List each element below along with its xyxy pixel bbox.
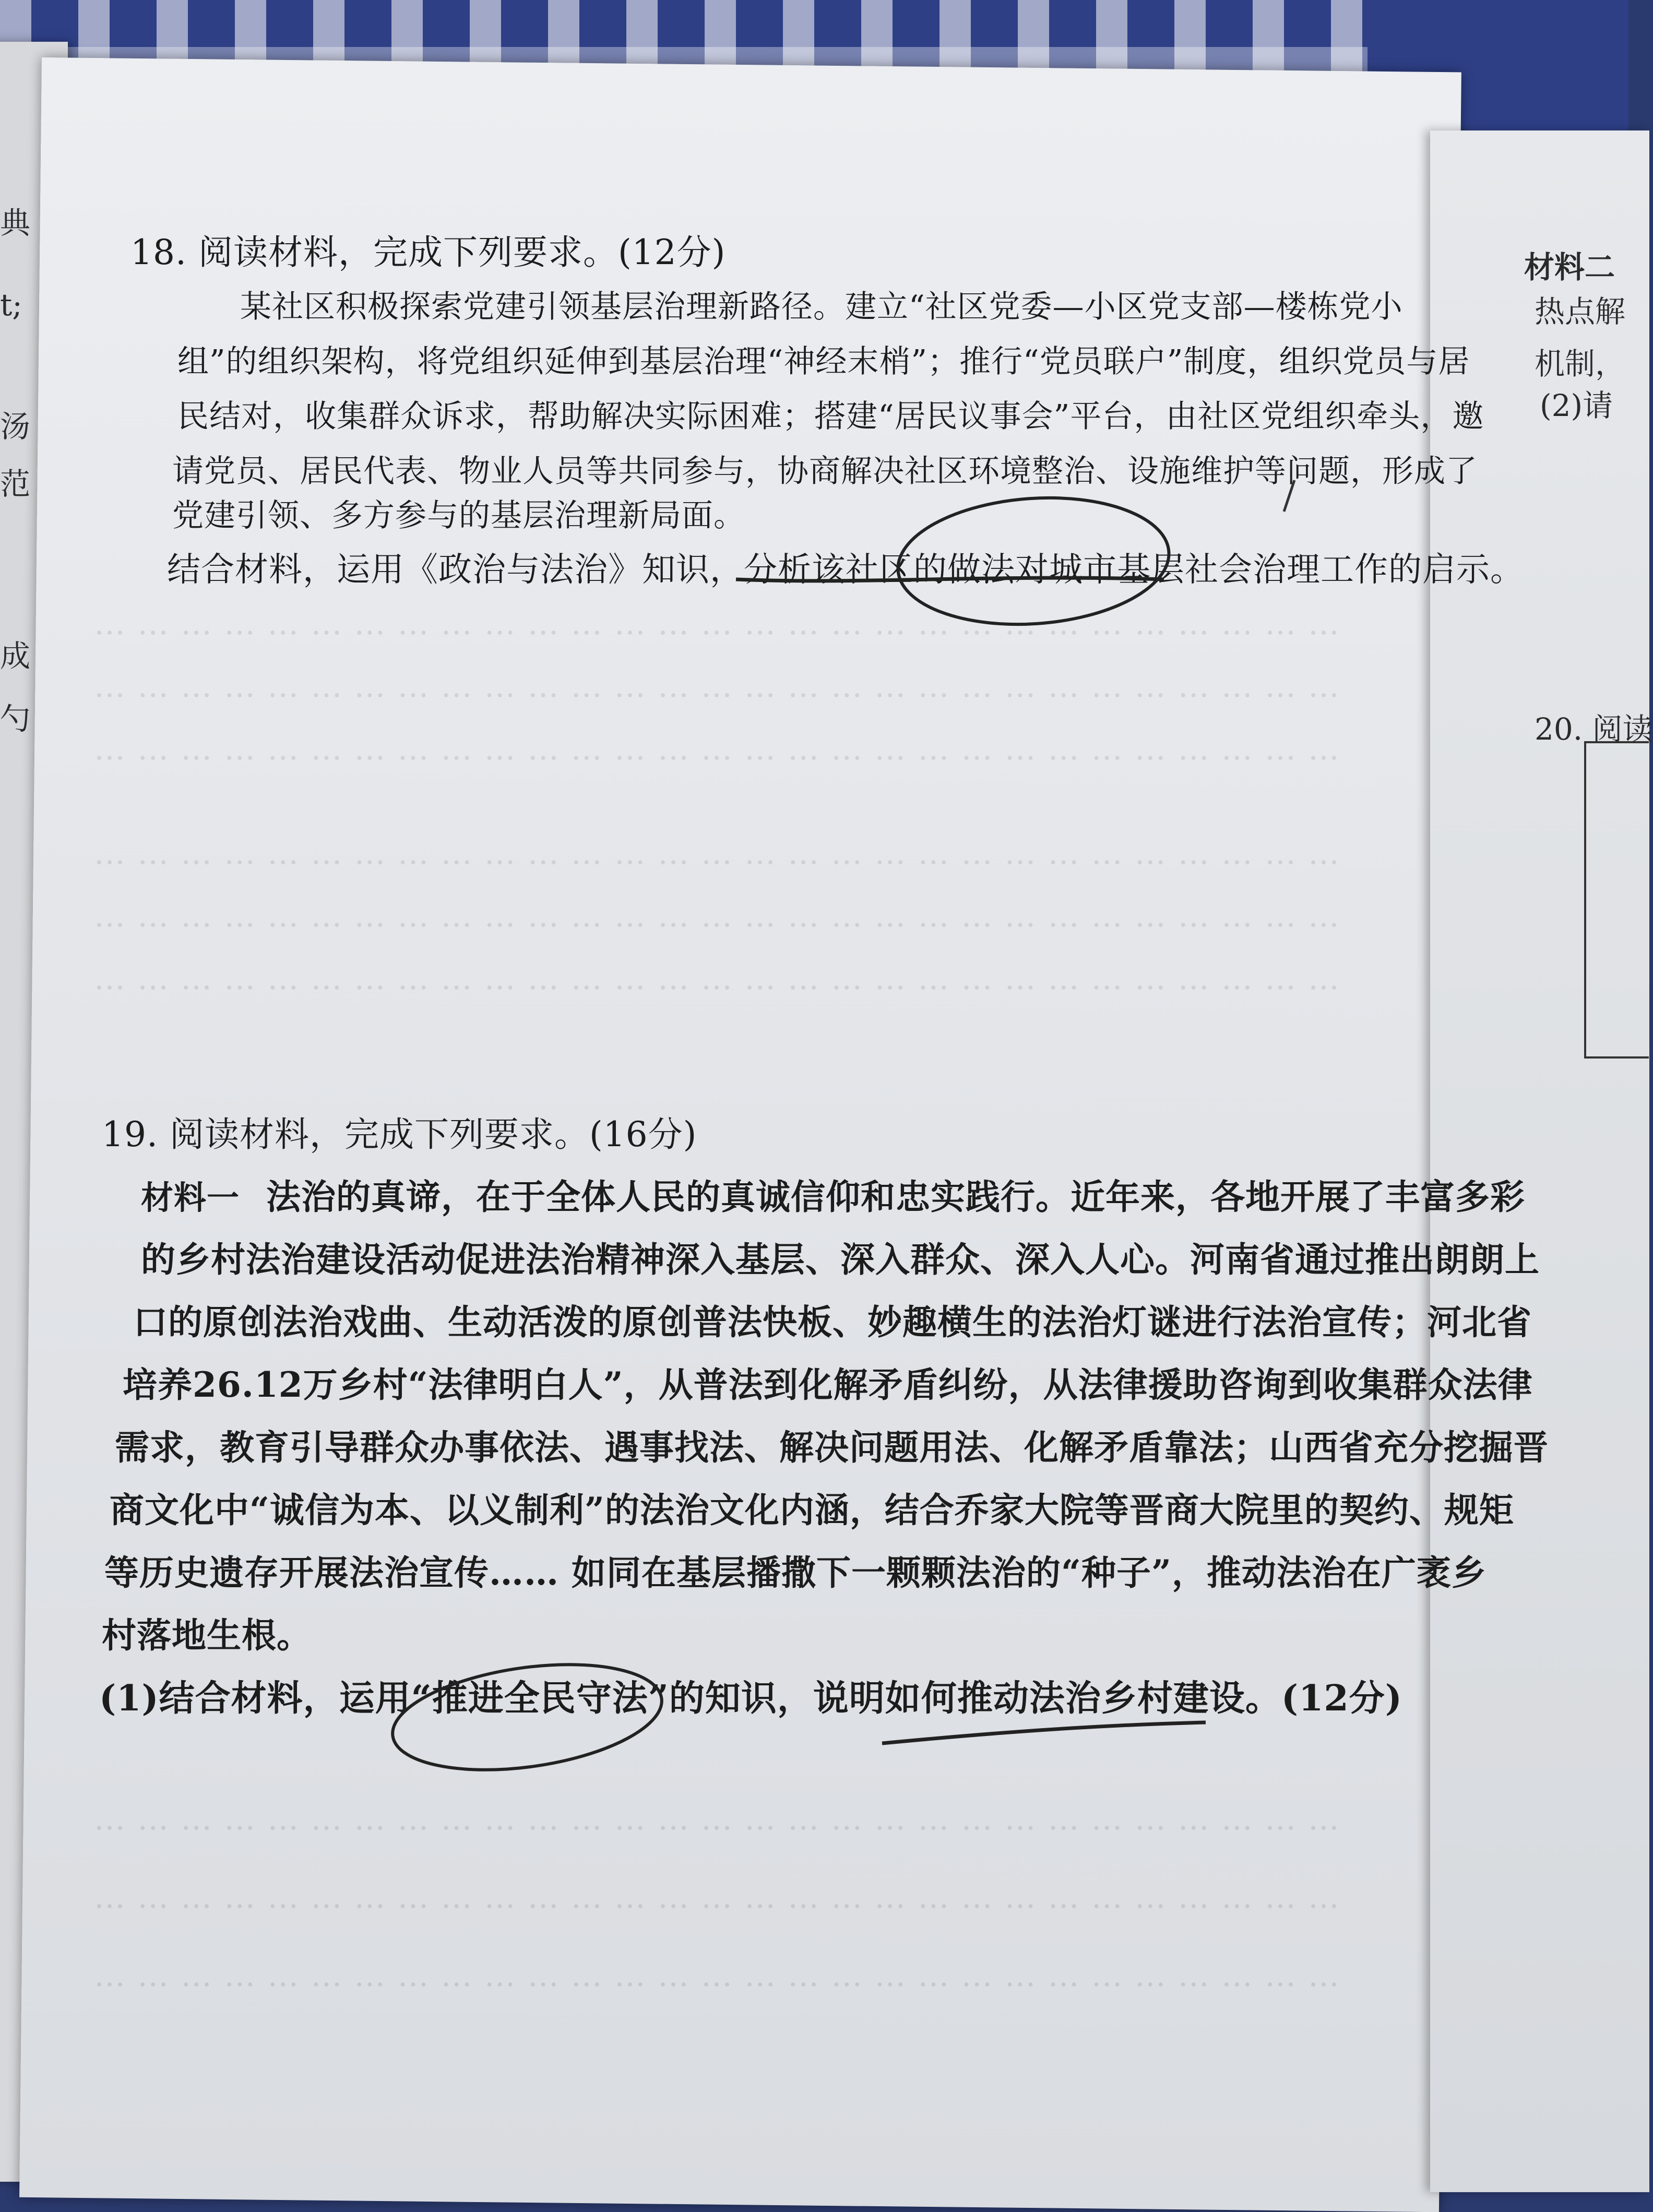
right-line: (2)请 — [1540, 388, 1613, 423]
q18-line: 党建引领、多方参与的基层治理新局面。 — [172, 497, 745, 534]
q18-title: 18. 阅读材料，完成下列要求。(12分) — [130, 232, 726, 272]
left-fragment: 勺 — [0, 701, 31, 736]
right-line: 热点解 — [1535, 294, 1626, 329]
bleed-through-text: … … … … … … … … … … … … … … … … … … … … … … … … … … … … … — [94, 668, 1341, 705]
q18-line: 组”的组织架构，将党组织延伸到基层治理“神经末梢”；推行“党员联户”制度，组织党员与居 — [177, 343, 1470, 380]
q19-line: 口的原创法治戏曲、生动活泼的原创普法快板、妙趣横生的法治灯谜进行法治宣传；河北省 — [133, 1302, 1532, 1342]
right-material-two: 材料二 — [1524, 249, 1615, 285]
bleed-through-text: … … … … … … … … … … … … … … … … … … … … … … … … … … … … … — [94, 1801, 1341, 1837]
left-fragment: 范 — [0, 466, 31, 502]
q19-line: 商文化中“诚信为本、以义制利”的法治文化内涵，结合乔家大院等晋商大院里的契约、规矩 — [110, 1490, 1514, 1530]
bleed-through-text: … … … … … … … … … … … … … … … … … … … … … … … … … … … … … — [94, 835, 1341, 872]
q18-task: 结合材料，运用《政治与法治》知识，分析该社区的做法对城市基层社会治理工作的启示。 — [167, 551, 1524, 589]
left-fragment: 汤 — [0, 409, 31, 444]
q18-line: 民结对，收集群众诉求，帮助解决实际困难；搭建“居民议事会”平台，由社区党组织牵头，邀 — [177, 398, 1484, 435]
left-fragment: t; — [0, 287, 22, 323]
q19-line: 等历史遗存开展法治宣传…… 如同在基层播撒下一颗颗法治的“种子”，推动法治在广袤乡 — [104, 1552, 1486, 1593]
q19-task-1: (1)结合材料，运用“推进全民守法”的知识，说明如何推动法治乡村建设。(12分) — [99, 1678, 1402, 1719]
bleed-through-text: … … … … … … … … … … … … … … … … … … … … … … … … … … … … … — [94, 898, 1341, 934]
q19-line: 村落地生根。 — [102, 1615, 312, 1656]
q19-material-label: 材料一 — [141, 1179, 240, 1217]
bleed-through-text: … … … … … … … … … … … … … … … … … … … … … … … … … … … … … — [94, 1879, 1341, 1916]
right-question-20: 20. 阅读 — [1535, 711, 1653, 747]
q18-line: 某社区积极探索党建引领基层治理新路径。建立“社区党委—小区党支部—楼栋党小 — [240, 289, 1403, 325]
q19-line: 法治的真谛，在于全体人民的真诚信仰和忠实践行。近年来，各地开展了丰富多彩 — [266, 1176, 1525, 1217]
right-page-edge — [1430, 130, 1653, 2192]
left-fragment: 典 — [0, 205, 31, 241]
q19-line: 需求，教育引导群众办事依法、遇事找法、解决问题用法、化解矛盾靠法；山西省充分挖掘晋 — [115, 1427, 1549, 1468]
bleed-through-text: … … … … … … … … … … … … … … … … … … … … … … … … … … … … … — [94, 1957, 1341, 1994]
right-table-edge — [1584, 741, 1649, 1059]
bleed-through-text: … … … … … … … … … … … … … … … … … … … … … … … … … … … … … — [94, 731, 1341, 767]
left-fragment: 成 — [0, 638, 31, 674]
bleed-through-text: … … … … … … … … … … … … … … … … … … … … … … … … … … … … … — [94, 605, 1341, 642]
q19-title: 19. 阅读材料，完成下列要求。(16分) — [102, 1114, 697, 1155]
q19-line: 的乡村法治建设活动促进法治精神深入基层、深入群众、深入人心。河南省通过推出朗朗上 — [141, 1239, 1540, 1280]
bleed-through-text: … … … … … … … … … … … … … … … … … … … … … … … … … … … … … — [94, 960, 1341, 997]
q19-line: 培养26.12万乡村“法律明白人”，从普法到化解矛盾纠纷，从法律援助咨询到收集群众法律 — [123, 1364, 1533, 1405]
right-line: 机制， — [1535, 346, 1626, 382]
q18-line: 请党员、居民代表、物业人员等共同参与，协商解决社区环境整治、设施维护等问题，形成了 — [172, 453, 1478, 490]
